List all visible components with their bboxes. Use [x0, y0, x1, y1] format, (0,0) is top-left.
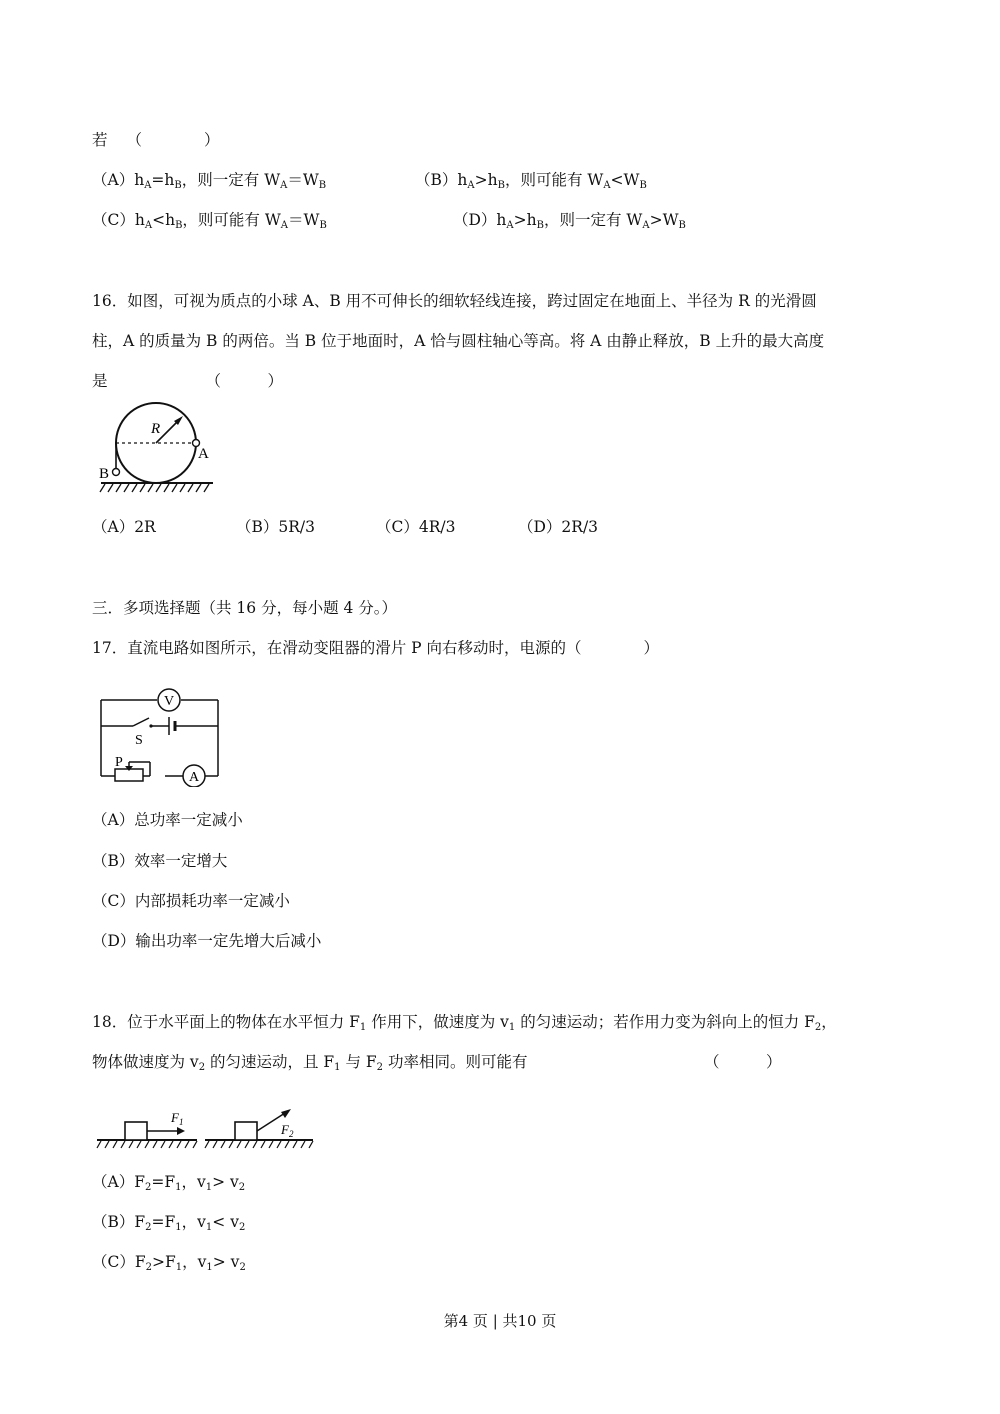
q15-option-b: $(B)h_A>h_B$，则可能有 $W_A<W_B$ — [415, 171, 647, 191]
q18-blank: （ ） — [704, 1053, 782, 1071]
block-2 — [235, 1122, 257, 1140]
q16-option-d: （D）2R/3 — [518, 518, 599, 536]
q16-a-label: A — [198, 446, 209, 462]
block-1 — [125, 1122, 147, 1140]
q15-option-c: $(C)h_A<h_B$，则可能有 $W_A=W_B$ — [92, 211, 327, 231]
q15-lead: 若 — [92, 131, 108, 149]
q16-stem-line2: 柱，A 的质量为 B 的两倍。当 B 位于地面时，A 恰与圆柱轴心等高。将 A 由静止释放，B 上升的最大高度 — [92, 332, 825, 350]
slider-label: P — [115, 755, 123, 770]
q18-option-b: $(B)F_2=F_1$，$v_1< v_2$ — [92, 1213, 246, 1233]
page-footer: 第4 页 | 共10 页 — [443, 1312, 557, 1330]
q15-option-d: $(D)h_A>h_B$，则一定有 $W_A>W_B$ — [453, 211, 686, 231]
ammeter-label: A — [189, 770, 200, 785]
q16-option-a: （A）2R — [92, 518, 156, 536]
f2-label: $F_2$ — [281, 1122, 294, 1139]
q18-option-a: $(A)F_2=F_1$，$v_1> v_2$ — [92, 1173, 246, 1193]
q17-option-b: （B）效率一定增大 — [92, 852, 228, 870]
q18-force-figure — [95, 1100, 335, 1152]
q16-r-label: R — [151, 421, 161, 437]
section-heading: 三．多项选择题（共 16 分，每小题 4 分。） — [92, 599, 398, 617]
q15-blank: （ ） — [126, 131, 220, 149]
q16-option-b: （B）5R/3 — [236, 518, 316, 536]
f1-label: $F_1$ — [171, 1110, 184, 1127]
q17-option-a: （A）总功率一定减小 — [92, 811, 243, 829]
q18-option-c: $(C)F_2>F_1$，$v_1> v_2$ — [92, 1253, 246, 1273]
q16-cylinder-figure — [95, 400, 220, 495]
q16-option-c: （C）4R/3 — [376, 518, 456, 536]
q16-b-label: B — [99, 466, 110, 482]
q16-blank: （ ） — [205, 372, 284, 390]
q16-stem-line3: 是 （ ） — [92, 372, 284, 390]
q15-option-a: $(A)h_A=h_B$，则一定有 $W_A=W_B$ — [92, 171, 327, 191]
q17-stem: 17．直流电路如图所示，在滑动变阻器的滑片 P 向右移动时，电源的（ ） — [92, 639, 660, 657]
ball-b — [113, 469, 120, 476]
q17-circuit-figure — [95, 682, 245, 787]
voltmeter-label: V — [164, 694, 175, 709]
q16-stem-line1: 16．如图，可视为质点的小球 A、B 用不可伸长的细软轻线连接，跨过固定在地面上、半径为 R 的光滑圆 — [92, 292, 817, 310]
switch-label: S — [135, 733, 143, 748]
q17-option-d: （D）输出功率一定先增大后减小 — [92, 932, 322, 950]
q15-continuation — [92, 130, 219, 150]
q18-stem-line1: 18．位于水平面上的物体在水平恒力 $F_1$ 作用下，做速度为 $v_1$ 的匀速运动；若作用力变为斜向上的恒力 $F_2$， — [92, 1013, 837, 1033]
q17-option-c: （C）内部损耗功率一定减小 — [92, 892, 290, 910]
q18-stem-line2: 物体做速度为 $v_2$ 的匀速运动，且 $F_1$ 与 $F_2$ 功率相同。则可能有 — [92, 1053, 528, 1073]
